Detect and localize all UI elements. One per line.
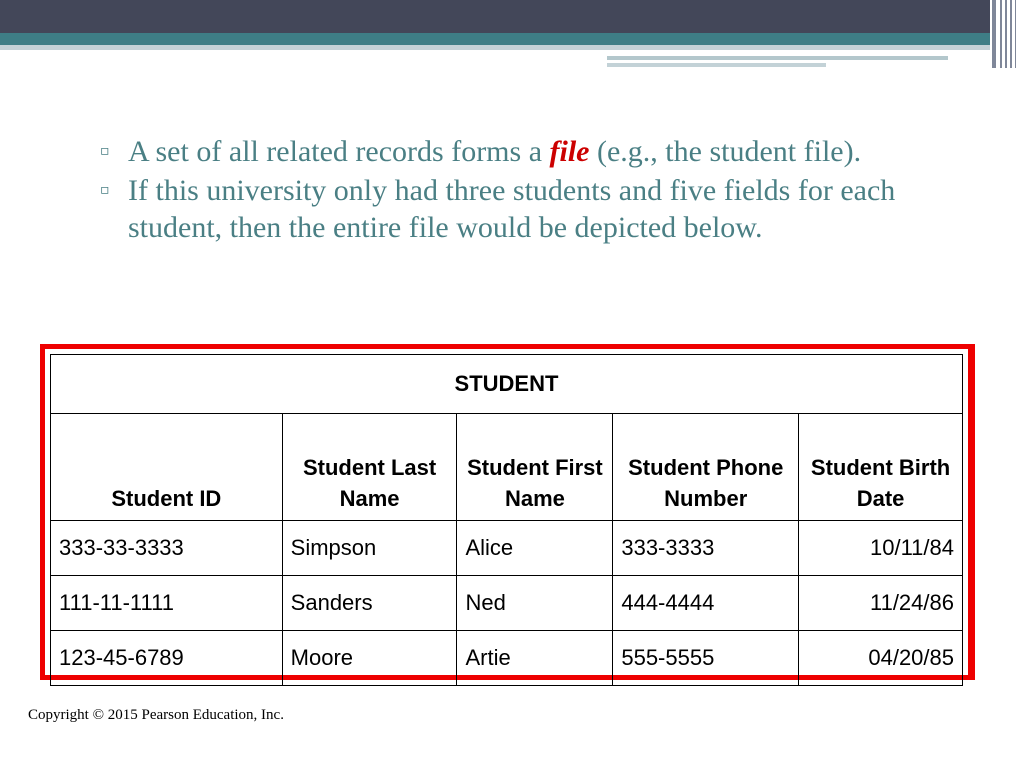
cell-last-name: Simpson: [282, 521, 457, 576]
bullet-text: A set of all related records forms a: [128, 135, 550, 168]
cell-birth-date: 11/24/86: [799, 576, 963, 631]
header-accent-strip: [0, 45, 990, 50]
column-header-birth-date: Student Birth Date: [799, 414, 963, 521]
bullet-text: If this university only had three students and five fields for each student, then the entire file would be depicted below.: [128, 174, 896, 244]
cell-last-name: Moore: [282, 631, 457, 686]
cell-student-id: 123-45-6789: [51, 631, 283, 686]
cell-phone: 333-3333: [613, 521, 799, 576]
cell-phone: 555-5555: [613, 631, 799, 686]
bullet-icon: ▫: [100, 182, 110, 198]
cell-birth-date: 10/11/84: [799, 521, 963, 576]
bullet-item: [100, 133, 970, 170]
column-header-student-id: Student ID: [51, 414, 283, 521]
table-row: [51, 631, 963, 686]
header-bar: [0, 0, 990, 33]
cell-first-name: Ned: [457, 576, 613, 631]
table-header-row: [51, 414, 963, 521]
student-table-frame: [40, 344, 975, 680]
cell-birth-date: 04/20/85: [799, 631, 963, 686]
bullet-item: [100, 172, 970, 246]
cell-first-name: Artie: [457, 631, 613, 686]
cell-student-id: 111-11-1111: [51, 576, 283, 631]
column-header-first-name: Student First Name: [457, 414, 613, 521]
column-header-last-name: Student Last Name: [282, 414, 457, 521]
table-caption: STUDENT: [51, 355, 963, 414]
table-row: [51, 576, 963, 631]
header-accent-line: [607, 56, 948, 60]
bullet-text: (e.g., the student file).: [589, 135, 862, 168]
header-accent-line: [607, 63, 826, 67]
header-accent-band: [0, 33, 990, 45]
bullet-emphasis: file: [549, 135, 590, 168]
header-corner-stripes: [990, 0, 1024, 68]
table-row: [51, 521, 963, 576]
bullet-list: [100, 133, 970, 248]
copyright-notice: Copyright © 2015 Pearson Education, Inc.: [28, 707, 284, 723]
cell-phone: 444-4444: [613, 576, 799, 631]
student-table: [50, 354, 963, 686]
column-header-phone: Student Phone Number: [613, 414, 799, 521]
bullet-icon: ▫: [100, 143, 110, 159]
cell-last-name: Sanders: [282, 576, 457, 631]
cell-first-name: Alice: [457, 521, 613, 576]
cell-student-id: 333-33-3333: [51, 521, 283, 576]
